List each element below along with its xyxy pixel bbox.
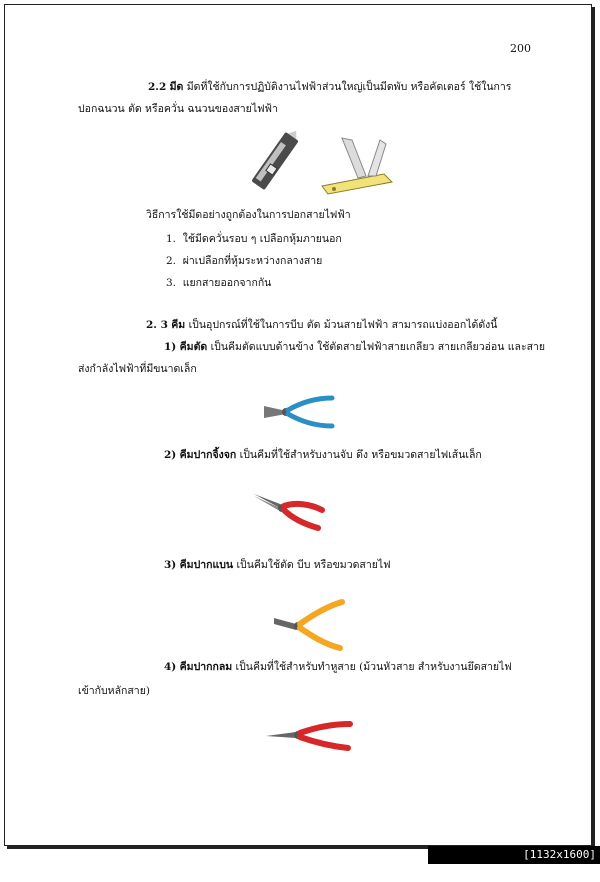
knife-heading-line: [148, 80, 511, 94]
knife-step: [166, 276, 271, 290]
item-number: 2): [164, 449, 177, 461]
utility-knife-image: [240, 126, 310, 196]
folding-knife-image: [312, 134, 400, 198]
step-text: แยกสายออกจากกัน: [182, 277, 272, 289]
needle-nose-pliers-image: [252, 486, 326, 532]
item-desc: เป็นคีมที่ใช้สำหรับทำหูสาย (ม้วนหัวสาย สำหรับงานยึดสายไฟ: [235, 661, 512, 673]
knife-section-number: 2.2: [148, 81, 167, 93]
pliers-item-2: [164, 448, 482, 462]
knife-desc-line1: มีดที่ใช้กับการปฏิบัติงานไฟฟ้าส่วนใหญ่เป็นมีดพับ หรือคัดเตอร์ ใช้ในการ: [186, 81, 512, 93]
page-number: 200: [510, 42, 531, 55]
step-number: 1.: [166, 233, 177, 245]
item-name: คีมปากกลม: [179, 661, 233, 673]
pliers-item-1: [164, 340, 545, 354]
flat-nose-pliers-image: [270, 598, 346, 652]
item-desc: เป็นคีมใช้ตัด บีบ หรือขมวดสายไฟ: [236, 559, 391, 571]
item-name: คีมตัด: [179, 341, 208, 353]
step-text: ใช้มีดควั่นรอบ ๆ เปลือกหุ้มภายนอก: [182, 233, 342, 245]
item-number: 3): [164, 559, 177, 571]
pliers-heading-line: [146, 318, 497, 332]
item-name: คีมปากแบน: [179, 559, 234, 571]
knife-step: [166, 254, 322, 268]
image-source-footer: [1132x1600] https://upic.me/: [428, 846, 600, 864]
knife-desc-line2: ปอกฉนวน ตัด หรือควั่น ฉนวนของสายไฟฟ้า: [78, 103, 278, 115]
knife-step: [166, 232, 342, 246]
pliers-item-3: [164, 558, 391, 572]
knife-section-title: มีด: [169, 81, 184, 93]
pliers-intro: เป็นอุปกรณ์ที่ใช้ในการบีบ ตัด ม้วนสายไฟฟ้า สามารถแบ่งออกได้ดังนี้: [188, 319, 498, 331]
item-number: 4): [164, 661, 177, 673]
knife-method-title: วิธีการใช้มีดอย่างถูกต้องในการปอกสายไฟฟ้า: [146, 209, 351, 221]
side-cutter-pliers-image: [262, 392, 334, 432]
pliers-section-title: คีม: [171, 319, 186, 331]
pliers-item-4-desc2: เข้ากับหลักสาย): [78, 685, 150, 697]
item-name: คีมปากจิ้งจก: [179, 449, 237, 461]
item-desc: เป็นคีมตัดแบบด้านข้าง ใช้ตัดสายไฟฟ้าสายเกลียว สายเกลียวอ่อน และสาย: [210, 341, 546, 353]
round-nose-pliers-image: [264, 716, 354, 756]
item-number: 1): [164, 341, 177, 353]
pliers-item-1-desc2: ส่งกำลังไฟฟ้าที่มีขนาดเล็ก: [78, 363, 197, 375]
item-desc: เป็นคีมที่ใช้สำหรับงานจับ ดึง หรือขมวดสายไฟเส้นเล็ก: [239, 449, 482, 461]
step-number: 3.: [166, 277, 177, 289]
step-number: 2.: [166, 255, 177, 267]
pliers-item-4: [164, 660, 512, 674]
step-text: ผ่าเปลือกที่หุ้มระหว่างกลางสาย: [182, 255, 323, 267]
pliers-section-number: 2. 3: [146, 319, 168, 331]
